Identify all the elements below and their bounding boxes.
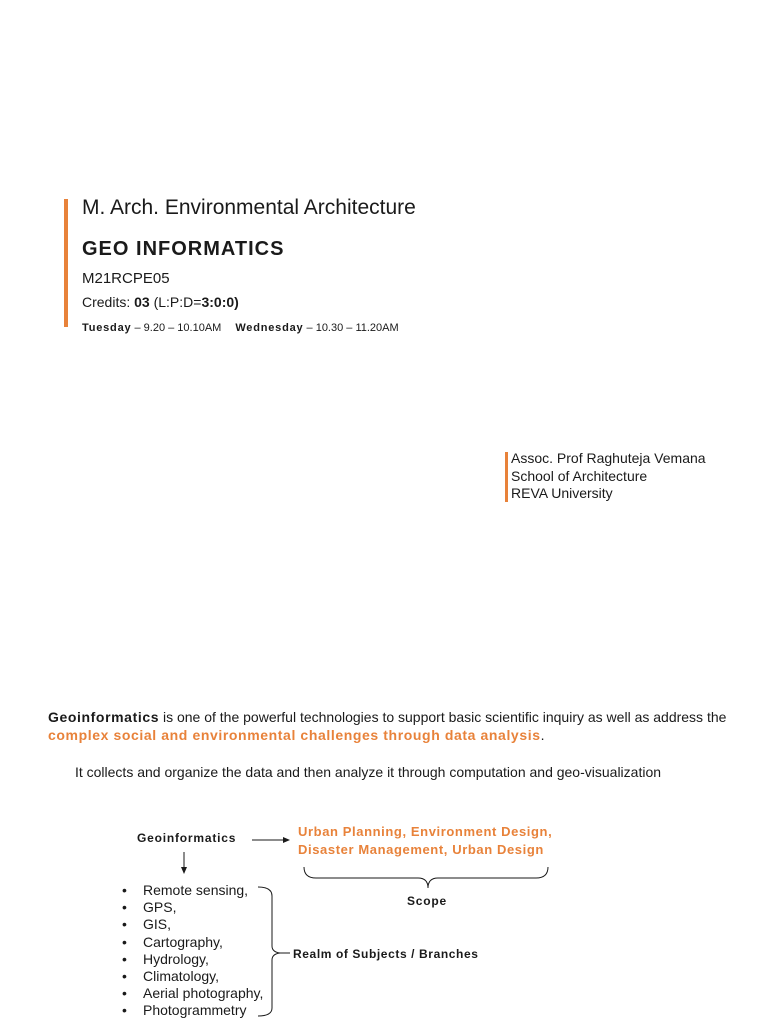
credits-ltp-suffix: ) [234,294,239,310]
schedule-time: – 10.30 – 11.20AM [303,322,399,334]
credits-value: 03 [134,294,150,310]
schedule-time: – 9.20 – 10.10AM [131,322,222,334]
list-item: • Remote sensing, [122,882,263,899]
list-item: • Photogrammetry [122,1002,263,1019]
intro-term: Geoinformatics [48,709,160,725]
course-title: GEO INFORMATICS [82,238,285,260]
list-item: • Cartography, [122,934,263,951]
scope-fields-line: Disaster Management, Urban Design [298,842,544,857]
list-item: • Hydrology, [122,951,263,968]
scope-fields-line: Urban Planning, Environment Design, [298,824,553,839]
course-code: M21RCPE05 [82,270,170,287]
schedule-day: Wednesday [235,322,304,334]
credits-ltp-value: 3:0:0 [201,294,235,310]
intro-text: is one of the powerful technologies to support basic scientific inquiry as well as address the [159,709,727,725]
geoinformatics-diagram [0,810,768,1024]
schedule-day: Tuesday [82,322,132,334]
course-credits [82,294,239,310]
intro-paragraph [48,708,728,744]
list-item: • GIS, [122,916,263,933]
program-title: M. Arch. Environmental Architecture [82,196,416,219]
class-schedule [82,322,399,334]
arrowhead-down [181,867,187,874]
collects-paragraph: It collects and organize the data and then analyze it through computation and geo-visualization [74,764,662,780]
author-university: REVA University [511,485,613,501]
intro-text-end: . [540,727,545,743]
list-item: • Aerial photography, [122,985,263,1002]
scope-fields [298,823,552,859]
diagram-root-label: Geoinformatics [137,831,237,845]
arrowhead-right [283,837,290,843]
list-item: • GPS, [122,899,263,916]
list-item: • Climatology, [122,968,263,985]
author-school: School of Architecture [511,467,648,484]
author-name: Assoc. Prof Raghuteja Vemana [511,450,706,466]
author-block [511,450,706,503]
scope-brace [304,867,548,888]
credits-label: Credits: [82,294,135,310]
credits-ltp-prefix: (L:P:D= [149,294,202,310]
branch-list [122,882,263,1020]
title-accent-bar [64,199,68,327]
author-accent-bar [505,452,508,502]
intro-highlight: complex social and environmental challenges through data analysis [48,727,541,743]
realm-label: Realm of Subjects / Branches [293,947,479,961]
scope-label: Scope [407,894,448,908]
